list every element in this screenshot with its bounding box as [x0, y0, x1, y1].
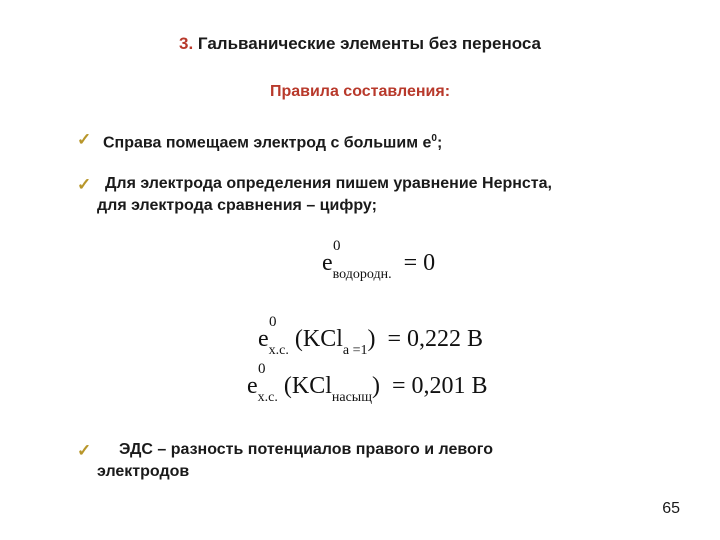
formula-hydrogen: [322, 238, 436, 282]
bullet-2-line-1: Для электрода определения пишем уравнение Нернста,: [105, 175, 552, 192]
formula-2-open: (KCl: [294, 326, 343, 352]
bullet-1-sup: 0: [431, 133, 437, 144]
formula-calomel-saturated: [247, 361, 488, 405]
formula-2-sub: х.с.: [268, 343, 289, 358]
formula-3-sub: х.с.: [257, 390, 278, 405]
bullet-3-line-2: электродов: [97, 463, 190, 480]
bullet-1-tail: ;: [436, 134, 443, 152]
formula-3-sup: 0: [258, 361, 266, 377]
page-number: 65: [662, 500, 680, 517]
formula-2-close: ): [367, 326, 376, 352]
formula-1-sub: водородн.: [332, 267, 392, 282]
formula-2-sup: 0: [269, 314, 277, 330]
checkmark-icon: ✓: [77, 130, 92, 149]
bullet-1: [103, 128, 442, 154]
formula-1-symbol: e: [322, 250, 333, 276]
formula-2-rhs: = 0,222 В: [387, 326, 484, 352]
formula-3-sub2: насыщ: [331, 390, 372, 405]
bullet-3-line-1: ЭДС – разность потенциалов правого и левого: [119, 441, 493, 458]
formula-1-sup: 0: [333, 238, 341, 254]
formula-3-rhs: = 0,201 В: [391, 373, 488, 399]
section-number: 3.: [178, 34, 194, 53]
formula-2-sub2: а =1: [342, 343, 368, 358]
formula-3-symbol: e: [247, 373, 258, 399]
bullet-2: [97, 173, 687, 217]
formula-calomel-a1: [258, 314, 484, 358]
formula-2-symbol: e: [258, 326, 269, 352]
slide-title: [0, 34, 720, 54]
checkmark-icon: ✓: [77, 441, 92, 460]
slide-subtitle: Правила составления:: [269, 83, 451, 100]
section-title: Гальванические элементы без переноса: [197, 34, 541, 53]
checkmark-icon: ✓: [77, 175, 92, 194]
bullet-1-text: Справа помещаем электрод с большим е: [103, 134, 432, 152]
formula-3-open: (KCl: [283, 373, 332, 399]
formula-3-close: ): [371, 373, 380, 399]
formula-1-rhs: = 0: [403, 250, 436, 276]
bullet-3: [97, 439, 687, 483]
bullet-2-line-2: для электрода сравнения – цифру;: [97, 197, 377, 214]
